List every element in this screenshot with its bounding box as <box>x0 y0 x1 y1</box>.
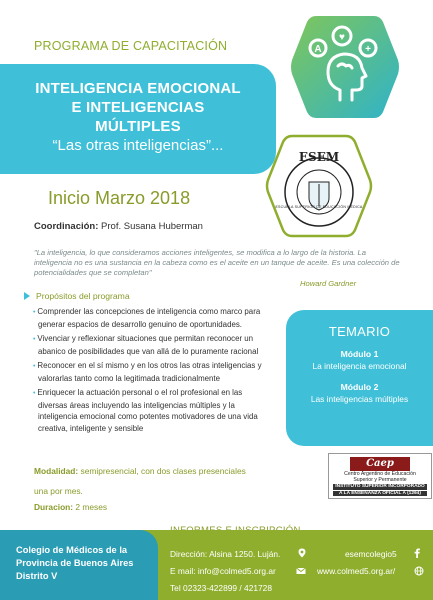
list-item <box>32 360 272 384</box>
coordination-label: Coordinación: <box>34 221 99 232</box>
title-line-1: INTELIGENCIA EMOCIONAL <box>35 80 241 97</box>
contact-address: Dirección: Alsina 1250. Luján. <box>170 549 281 559</box>
modality-label: Modalidad: <box>34 466 79 476</box>
module-2-desc: Las inteligencias múltiples <box>310 394 409 404</box>
list-item <box>32 333 272 357</box>
module-2-name: Módulo 2 <box>340 382 379 392</box>
bullet-icon: • <box>33 390 38 397</box>
purpose-text: Comprender las concepciones de inteligencia como marco para generar espacios de desarrollo genuino de oportunidades. <box>37 307 261 329</box>
purpose-text: Reconocer en el sí mismo y en los otros las otras inteligencias y valorarlas tanto como la legitimada tradicionalmente <box>37 361 262 383</box>
temario-title: TEMARIO <box>328 324 391 339</box>
caep-line-3: INSTITUTO SUPERIOR INCORPORADO <box>333 484 427 490</box>
modality-line-1 <box>34 466 246 476</box>
esem-logo <box>262 130 376 242</box>
title-line-2: E INTELIGENCIAS <box>71 99 205 116</box>
college-line-1: Colegio de Médicos de la <box>16 545 128 555</box>
contact-phone: Tel 02323-422899 / 421728 <box>170 583 272 593</box>
purposes-arrow-icon <box>24 292 30 300</box>
caep-line-4: A LA ENSEÑANZA OFICIAL A (1294) <box>333 491 427 497</box>
svg-text:♥: ♥ <box>339 32 345 43</box>
caep-logo-box <box>328 453 432 499</box>
coordination-value: Prof. Susana Huberman <box>101 221 203 232</box>
quote-text: "La inteligencia, lo que consideramos acciones inteligentes, se modifica a lo largo de la historia. La inteligencia no es una sustancia en la cabeza como es el aceite en un tanque de aceite. Es una colección de potencialidades que se completan" <box>34 248 400 277</box>
duration-line <box>34 502 107 512</box>
duration-label: Duracion: <box>34 502 74 512</box>
caep-line-2: Superior y Permanente <box>353 477 407 483</box>
list-item <box>32 387 272 434</box>
svg-text:+: + <box>365 44 371 55</box>
college-line-3: Distrito V <box>16 571 58 581</box>
title-line-3: MÚLTIPLES <box>95 118 181 135</box>
start-date: Inicio Marzo 2018 <box>48 188 191 208</box>
facebook-icon[interactable] <box>412 548 422 558</box>
temario-box <box>286 310 433 446</box>
purpose-text: Vivenciar y reflexionar situaciones que permitan reconocer un abanico de posibilidades que van allá de lo puramente racional <box>37 334 259 356</box>
purposes-list <box>32 306 272 437</box>
contact-facebook[interactable]: esemcolegio5 <box>345 549 397 559</box>
svg-text:A: A <box>314 44 322 55</box>
modality-value: semipresencial, con dos clases presenciales <box>80 466 246 476</box>
caep-line-1: Centro Argentino de Educación <box>344 471 416 477</box>
mail-icon <box>296 566 306 576</box>
contact-website[interactable]: www.colmed5.org.ar/ <box>317 566 396 576</box>
title-box <box>0 64 276 174</box>
bullet-icon: • <box>33 363 38 370</box>
module-1-name: Módulo 1 <box>340 349 379 359</box>
modality-line-2: una por mes. <box>34 486 83 496</box>
location-pin-icon <box>297 548 307 558</box>
purposes-title: Propósitos del programa <box>36 291 130 301</box>
college-line-2: Provincia de Buenos Aires <box>16 558 134 568</box>
bullet-icon: • <box>33 336 38 343</box>
head-brain-icon <box>288 12 402 122</box>
list-item <box>32 306 272 330</box>
college-name <box>16 544 156 583</box>
duration-value: 2 meses <box>75 502 108 512</box>
globe-icon[interactable] <box>414 566 424 576</box>
coordination <box>34 221 203 232</box>
esem-logo-text: ESEM <box>298 150 340 164</box>
program-title: PROGRAMA DE CAPACITACIÓN <box>34 39 228 53</box>
quote-author: Howard Gardner <box>300 279 357 288</box>
contact-email[interactable]: E mail: info@colmed5.org.ar <box>170 566 276 576</box>
bullet-icon: • <box>33 309 38 316</box>
module-1-desc: La inteligencia emocional <box>312 361 407 371</box>
purpose-text: Enriquecer la actuación personal o el rol profesional en las diversas áreas incluyendo las inteligencias múltiples y la inteligencia emocional como potentes motivadores de una vida creativa, inteligente y sensible <box>37 388 258 433</box>
esem-ring-text: ESCUELA SUPERIOR DE EDUCACIÓN MÉDICA <box>275 205 363 209</box>
title-subtitle: “Las otras inteligencias”... <box>52 137 224 154</box>
caep-logo: Caep <box>350 457 410 471</box>
